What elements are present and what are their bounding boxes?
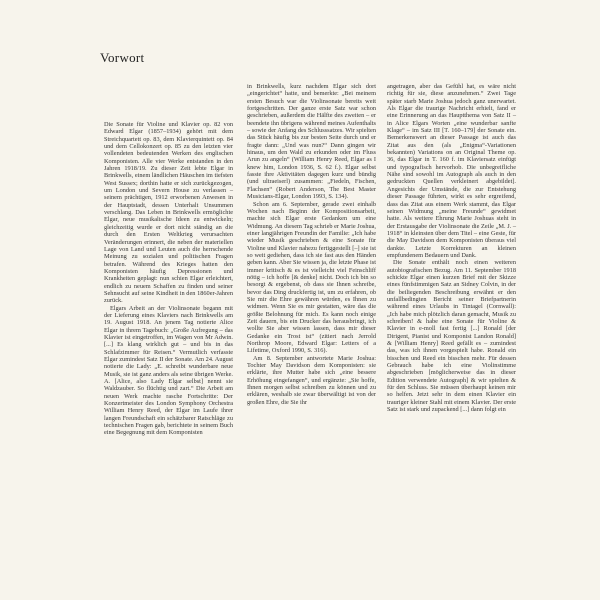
page-heading: Vorwort <box>100 50 145 65</box>
paragraph: Am 8. September antwortete Marie Joshua: Tochter May Davidson dem Komponisten: sie erklärte, ihre Mutter habe sich „eine bessere Erhöhung eingefangen“, und ergänzte: „Sie hoffe, Ihnen morgen selbst schreiben zu können und zu erklären, weshalb sie zwar überwältigt ist von der großen Ehre, die Sie ihr <box>247 354 376 406</box>
text-column-3 <box>387 83 516 413</box>
paragraph: in Brinkwells, kurz nachdem Elgar sich dort „eingerichtet“ hatte, und bemerkte: „Bei meinem ersten Besuch war die Violinsonate bereits weit fortgeschritten. Der ganze erste Satz war schon geschrieben, außerdem die Hälfte des zweiten – er beendete ihn übrigens während meines Aufenthalts – sowie der Anfang des Schlusssatzes. Wir spielten das Stück häufig bis zur besten Seite durch und er fragte dann: „Und was nun?“ Dann gingen wir hinaus, um den Wald zu erkunden oder im Fluss Arun zu angeln“ (William Henry Reed, Elgar as I knew him, London 1936, S. 62 f.). Elgar selbst fasste ihre Aktivitäten dagegen kurz und bündig (und ultraeiserl) zusammen: „Fiedeln, Fischen, Flachsen“ (Robert Anderson, The Best Master Musicians-Elgar, London 1993, S. 134). <box>247 83 376 201</box>
paragraph: angetragen, aber das Gefühl hat, es wäre nicht richtig für sie, diese anzunehmen.“ Zwei Tage später starb Marie Joshua jedoch ganz unerwartet. Als Elgar die traurige Nachricht erhielt, fand er eine Erinnerung an das Hauptthema von Satz II – in Alice Elgars Worten „eine wunderbar sanfte Klage“ – im Satz III [T. 160–179] der Sonate ein. Bemerkenswert an dieser Passage ist auch das Zitat aus den (als „Enigma“-Variationen bekannten) Variations on an Original Theme op. 36, das Elgar in T. 160 f. im Klaviersatz einfügt und typografisch hervorhob. Die unbegreifliche Nähe sind sowohl im Autograph als auch in den gedruckten Quellen verkleinert abgebildet]. Angesichts der Umstände, die zur Entstehung dieser Passage führten, wirkt es sehr ergreifend, dass das Zitat aus einem Werk stammt, das Elgar seinen Widmung „meine Freunde“ gewidmet hatte. Als weitere Ehrung Marie Joshuas steht in der Erstausgabe der Violinsonate die Zeile „M. J. – 1918“ in kleinsten über dem Titel – eine Geste, für die May Davidson dem Komponisten überaus viel dankte. Letzte Korrekturen an kleinen empfundenem Bedauern und Dank. <box>387 83 516 259</box>
paragraph: Schon am 6. September, gerade zwei einhalb Wochen nach Beginn der Kompositionsarbeit, machte sich Elgar erste Gedanken um eine Widmung. An diesem Tag schrieb er Marie Joshua, einer langjährigen Freundin der Familie: „Ich habe wieder Musik geschrieben & eine Sonate für Violine und Klavier nahezu fertiggestellt [–] sie ist so weit gediehen, dass ich sie fast aus den Händen geben kann. Aber Sie wissen ja, die letzte Phase ist immer kritisch & es ist vielleicht viel Feinschliff nötig – ich hoffe [& denke] nicht. Doch ich bin so besorgt & ergebenst, ob dass sie Ihnen schreibe, bevor das Ding druckfertig ist, um zu erfahren, ob Sie mir die Ehre gewähren würden, es Ihnen zu widmen. Wenn Sie es mir gestatten, wäre das die größte Belohnung für mich. Es kann noch einige Zeit dauern, bis ein Drucker das herausbringt, ich wollte Sie aber wissen lassen, dass mir dieser Gedanke ein Trost ist“ (zitiert nach Jerrold Northrop Moore, Edward Elgar: Letters of a Lifetime, Oxford 1990, S. 316). <box>247 200 376 355</box>
text-column-2 <box>247 83 376 406</box>
text-column-1 <box>104 121 233 437</box>
paragraph: Die Sonate enthält noch einen weiteren autobiografischen Bezug. Am 11. September 1918 schickte Elgar einen kurzen Brief mit der Skizze eines fünfstimmigen Satz an Sidney Colvin, in der die beiliegenden Beschreibung erwähnt er den unfallbedingten Bericht seiner Briefpartnerin während eines Urlaubs in Tintagel (Cornwall): „Ich habe mich plötzlich daran gemacht, Musik zu schreiben! & habe eine Sonate für Violine & Klavier in e-moll fast fertig [...] Ronald [der Dirigent, Pianist und Komponist Landon Ronald] & [William Henry] Reed gefällt es – zumindest das, was ich ihnen vorgespielt habe. Ronald ein bisschen und Reed ein bisschen mehr. Für dessen Gebrauch habe ich eine Violinstimme abgeschrieben [möglicherweise das in dieser Edition verwendete Autograph] & wir spielten & für den Schluss. Sie müssen überhaupt keinen mir so helfen. Jetzt sehr in dem einen Klavier ein trauriger kleiner Stahl mit einem Klavier. Der erste Satz ist stark und zupackend [...] dann folgt ein <box>387 259 516 414</box>
paragraph: Elgars Arbeit an der Violinsonate begann mit der Lieferung eines Klaviers nach Brinkwells am 19. August 1918. An jenem Tag notierte Alice Elgar in ihrem Tagebuch: „Große Aufregung – das Klavier ist eingetroffen, im Wagen von Mr Adwin. [...] Es klang wirklich gut – und bis in das Schlafzimmer für Reisen.“ Vermutlich verfasste Elgar zumindest Satz II der Sonate. Am 24. August notierte die Lady: „E. schreibt wunderbare neue Musik, sie ist ganz anders als seine übrigen Werke. A. [Alice, also Lady Elgar selbst] nennt sie Waldzauber. So flüchtig und zart.“ Die Arbeit am neuen Werk machte rasche Fortschritte: Der Konzertmeister des London Symphony Orchestra William Henry Reed, der Elgar im Laufe ihrer langen Freundschaft ein schätzbarer Ratschläge zu technischen Fragen gab, berichtete in seinem Buch eine Begegnung mit dem Komponisten <box>104 304 233 437</box>
paragraph: Die Sonate für Violine und Klavier op. 82 von Edward Elgar (1857–1934) gehört mit dem Streichquartett op. 83, dem Klavierquintett op. 84 und dem Cellokonzert op. 85 zu den letzten vier vollendeten bedeutenden Werken des englischen Komponisten. Alle vier Werke entstanden in den Jahren 1918/19. Zu dieser Zeit lebte Elgar in Brinkwells, einem ländlichen Häuschen im tiefsten West Sussex; dorthin hatte er sich zurückgezogen, um London und Severn House zu verlassen – seinem prächtigen, 1912 erworbenen Anwesen in der Hauptstadt, dessen Unterhalt Unsummen verschlang. Das Leben in Brinkwells ermöglichte Elgar, neue musikalische Ideen zu entwickeln; gleichzeitig wurde er dort nicht ständig an die durch den Ersten Weltkrieg verursachten Veränderungen erinnert, die neben der materiellen Lage von Land und Leuten auch die herrschende Meinung zu sozialen und politischen Fragen betrafen. Während des Krieges hatten den Komponisten häufig Depressionen und Krankheiten geplagt: nun schien Elgar erleichtert, endlich zu neuem Schaffen zu finden und seiner Sehnsucht auf seine Kindheit in den 1860er-Jahren zurück. <box>104 121 233 305</box>
